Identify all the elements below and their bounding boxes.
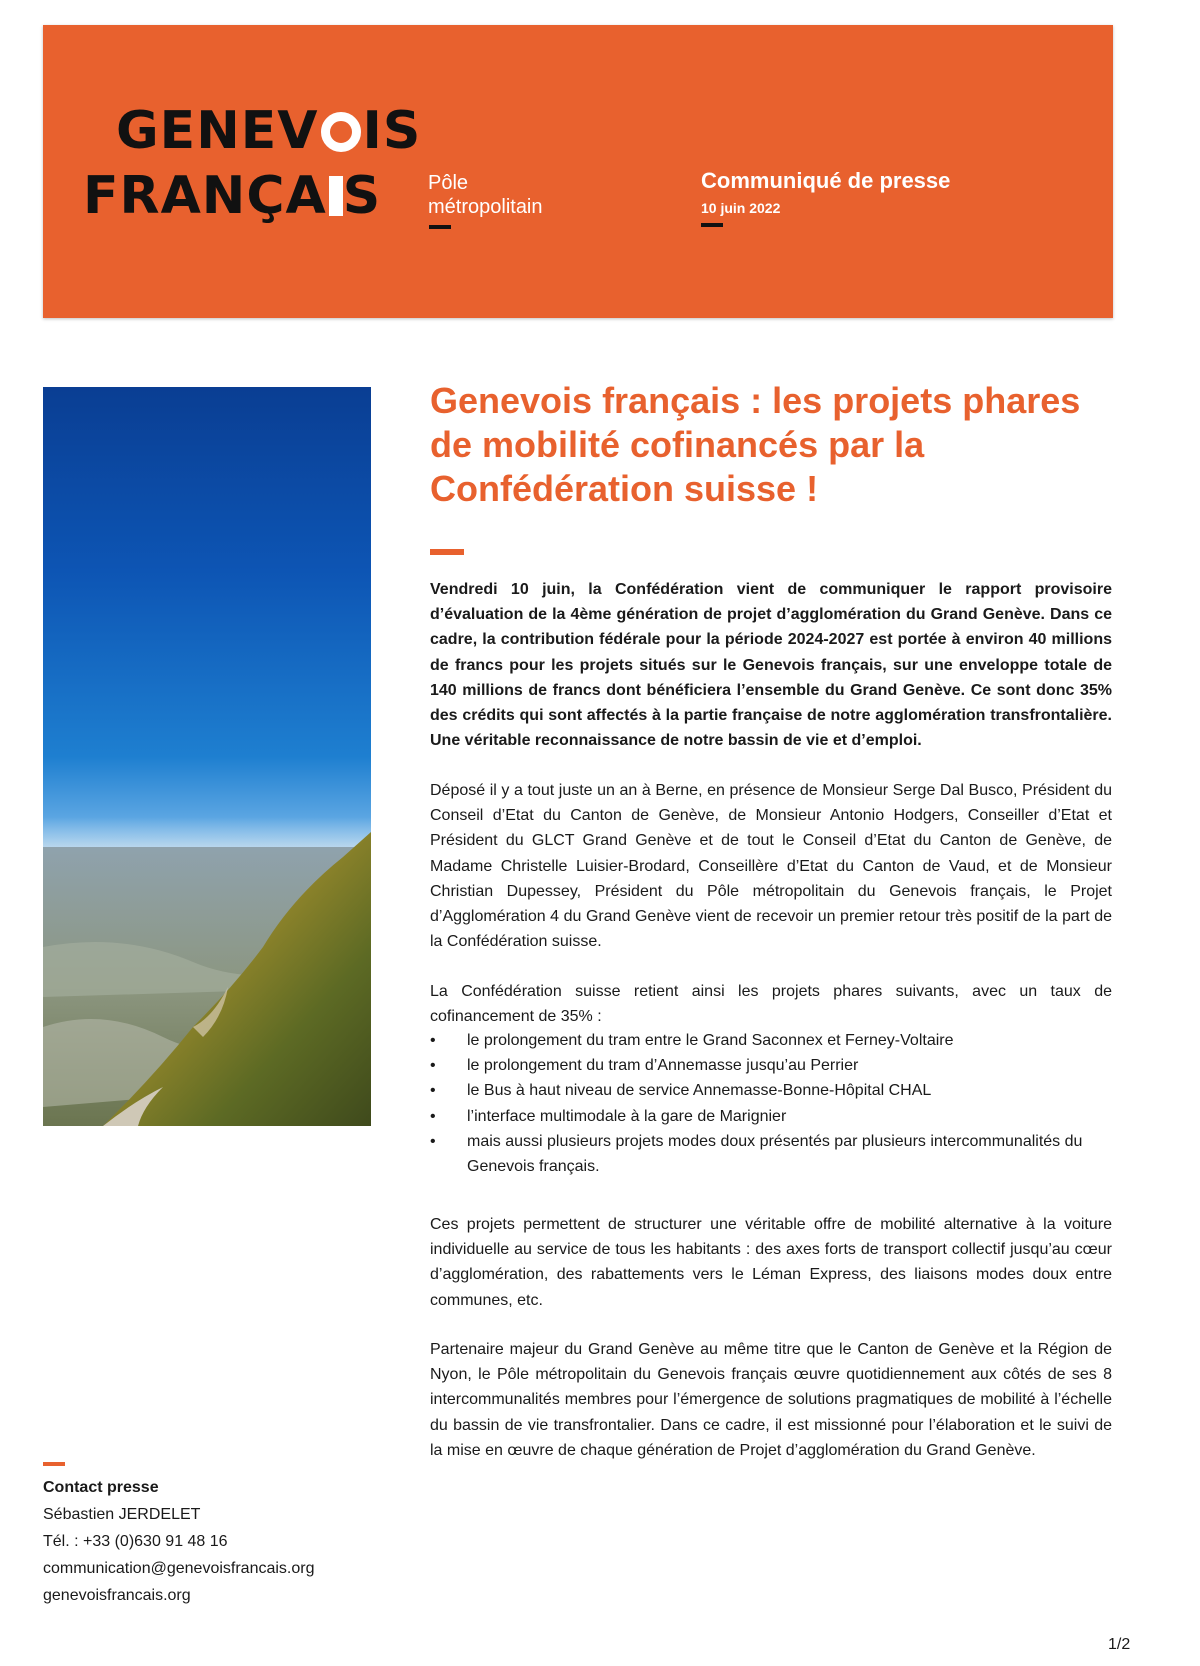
headline: Genevois français : les projets phares de mobilité cofinancés par la Confédération suisse ! [430,380,1081,509]
mountain-illustration [43,387,371,1126]
logo-subtitle-line2: métropolitain [428,196,543,218]
bullet-icon: • [430,1132,436,1150]
bullet-icon: • [430,1107,436,1125]
logo-i-bar-icon [329,176,343,216]
logo-o-ring-icon [321,112,361,152]
logo-subtitle-line1: Pôle [428,172,469,194]
contact-name: Sébastien JERDELET [43,1506,201,1523]
contact-dash [43,1462,65,1466]
paragraph-5: Partenaire majeur du Grand Genève au même titre que le Canton de Genève et la Région de Nyon, le Pôle métropolitain du Genevois français œuvre quotidiennement aux côtés de ses 8 intercommunalités membres pour l’émergence de solutions pragmatiques de mobilité à l’échelle du bassin de vie transfrontalier. Dans ce cadre, il est missionné pour l’élaboration et le suivi de la mise en œuvre de chaque génération de Projet d’agglomération du Grand Genève. [430,1341,1112,1459]
bullet-icon: • [430,1057,436,1075]
contact-email[interactable]: communication@genevoisfrancais.org [43,1560,315,1577]
list-item: • l’interface multimodale à la gare de Marignier [430,1104,1112,1129]
contact-phone: Tél. : +33 (0)630 91 48 16 [43,1533,228,1550]
headline-dash [430,549,464,555]
logo-dash [429,225,451,229]
landscape-photo [43,387,371,1126]
paragraph-2: Déposé il y a tout juste un an à Berne, en présence de Monsieur Serge Dal Busco, Président du Conseil d’Etat du Canton de Genève, de Monsieur Antonio Hodgers, Conseiller d’Etat et Président du GLCT Grand Genève et de tout le Conseil d’Etat du Canton de Genève, de Madame Christelle Luisier-Brodard, Conseillère d’Etat du Canton de Vaud, et de Monsieur Christian Dupessey, Président du Pôle métropolitain du Genevois français, le Projet d’Agglomération 4 du Grand Genève vient de recevoir un premier retour très positif de la part de la Confédération suisse. [430,782,1112,951]
list-item: • le prolongement du tram entre le Grand Saconnex et Ferney-Voltaire [430,1028,1112,1053]
bullet-icon: • [430,1082,436,1100]
logo-wordmark-line2: FRANÇA S [83,166,382,226]
page-number: 1/2 [1108,1636,1131,1653]
press-contact [43,1474,314,1609]
press-dash [701,223,723,227]
list-item: • le prolongement du tram d’Annemasse jusqu’au Perrier [430,1053,1112,1078]
paragraph-3: La Confédération suisse retient ainsi les projets phares suivants, avec un taux de cofinancement de 35% : [430,983,1112,1026]
logo-subtitle [428,171,543,219]
paragraph-4: Ces projets permettent de structurer une véritable offre de mobilité alternative à la voiture individuelle au service de tous les habitants : des axes forts de transport collectif jusqu’au cœur d’agglomération, des rabattements vers le Léman Express, des liaisons modes doux entre communes, etc. [430,1216,1112,1309]
logo-wordmark-line1: GENEV IS [116,101,422,161]
projects-list [430,1028,1112,1179]
lead-paragraph: Vendredi 10 juin, la Confédération vient de communiquer le rapport provisoire d’évaluation de la 4ème génération de projet d’agglomération du Grand Genève. Dans ce cadre, la contribution fédérale pour la période 2024-2027 est portée à environ 40 millions de francs pour les projets situés sur le Genevois français, sur une enveloppe totale de 140 millions de francs dont bénéficiera l’ensemble du Grand Genève. Ce sont donc 35% des crédits qui sont affectés à la partie française de notre agglomération transfrontalière. Une véritable reconnaissance de notre bassin de vie et d’emploi. [430,581,1112,750]
press-release-date: 10 juin 2022 [701,200,781,216]
contact-website[interactable]: genevoisfrancais.org [43,1587,191,1604]
press-release-title: Communiqué de presse [701,168,951,193]
header-banner [43,25,1113,318]
contact-title: Contact presse [43,1479,159,1496]
list-item: • mais aussi plusieurs projets modes doux présentés par plusieurs intercommunalités du Genevois français. [430,1129,1112,1179]
list-item: • le Bus à haut niveau de service Annemasse-Bonne-Hôpital CHAL [430,1078,1112,1103]
bullet-icon: • [430,1032,436,1049]
